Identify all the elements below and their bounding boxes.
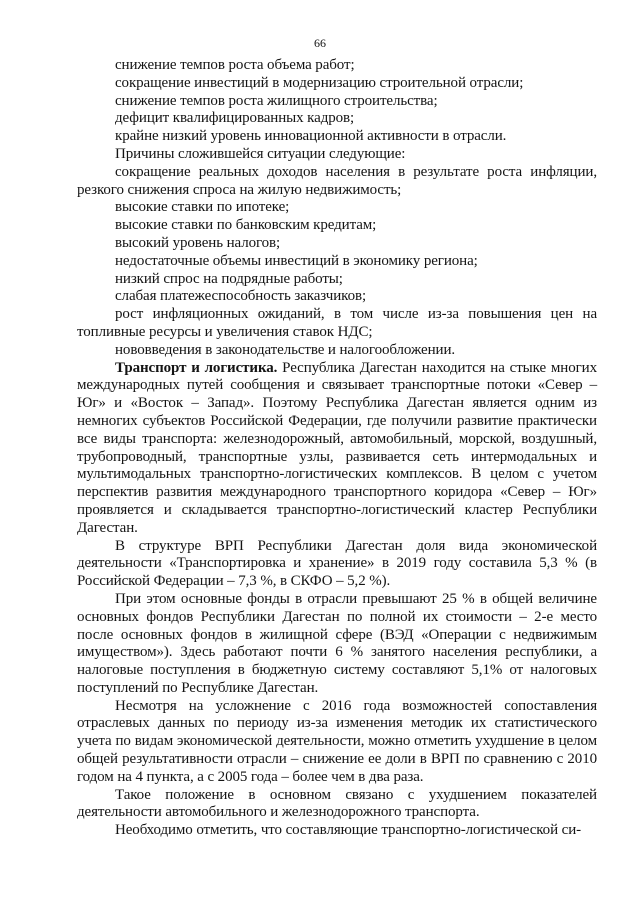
paragraph: При этом основные фонды в отрасли превышают 25 % в общей величине основных фондов Республики Дагестан по полной их стоимости – 2-е место после основных фондов в жилищной сфере (ВЭД «Операции с недвижимым имуществом»). Здесь работают почти 6 % занятого населения республики, а налоговые поступления в бюджетную систему составляют 5,1% от налоговых поступлений по Республике Дагестан. <box>77 590 597 696</box>
list-item: рост инфляционных ожиданий, в том числе из-за повышения цен на топливные ресурсы и увеличения ставок НДС; <box>77 306 597 340</box>
list-item: нововведения в законодательстве и налогообложении. <box>115 341 456 358</box>
section-lead-text: Республика Дагестан находится на стыке многих международных путей сообщения и связывает транспортные потоки «Север – Юг» и «Восток – Запад». Поэтому Республика Дагестан является одним из немногих субъектов Российской Федерации, где получили развитие практически все виды транспорта: железнодорожный, автомобильный, морской, воздушный, трубопроводный, транспортные узлы, развивается сеть интермодальных и мультимодальных транспортно-логистических комплексов. В целом с учетом перспектив развития международного транспортного коридора «Север – Юг» проявляется и складывается транспортно-логистический кластер Республики Дагестан. <box>77 359 597 536</box>
paragraph: Необходимо отметить, что составляющие транспортно-логистической си- <box>115 822 582 839</box>
list-item: недостаточные объемы инвестиций в экономику региона; <box>115 252 478 269</box>
paragraph: В структуре ВРП Республики Дагестан доля вида экономической деятельности «Транспортировка и хранение» в 2019 году составила 5,3 % (в Российской Федерации – 7,3 %, в СКФО – 5,2 %). <box>77 537 597 590</box>
list-item: сокращение инвестиций в модернизацию строительной отрасли; <box>115 74 524 91</box>
list-item: низкий спрос на подрядные работы; <box>115 270 343 287</box>
paragraph: Несмотря на усложнение с 2016 года возможностей сопоставления отраслевых данных по периоду из-за изменения методик их статистического учета по видам экономической деятельности, можно отметить ухудшение в целом общей результативности отрасли – снижение ее доли в ВРП по сравнению с 2010 годом на 4 пункта, а с 2005 года – более чем в два раза. <box>77 697 597 785</box>
page-body <box>77 57 597 840</box>
list-item: дефицит квалифицированных кадров; <box>115 110 355 127</box>
list-item: слабая платежеспособность заказчиков; <box>115 288 367 305</box>
list-item: высокие ставки по ипотеке; <box>115 199 290 216</box>
section-heading: Транспорт и логистика. <box>115 359 278 376</box>
section-paragraph <box>77 360 597 538</box>
list-item: сокращение реальных доходов населения в результате роста инфляции, резкого снижения спроса на жилую недвижимость; <box>77 163 597 198</box>
page-number: 66 <box>314 36 326 50</box>
list-item: высокие ставки по банковским кредитам; <box>115 217 377 234</box>
reasons-intro: Причины сложившейся ситуации следующие: <box>115 145 406 162</box>
paragraph: Такое положение в основном связано с ухудшением показателей деятельности автомобильного и железнодорожного транспорта. <box>77 786 597 821</box>
list-item: снижение темпов роста жилищного строительства; <box>115 92 438 109</box>
list-item: снижение темпов роста объема работ; <box>115 57 355 73</box>
list-item: крайне низкий уровень инновационной активности в отрасли. <box>115 128 507 145</box>
list-item: высокий уровень налогов; <box>115 234 281 251</box>
